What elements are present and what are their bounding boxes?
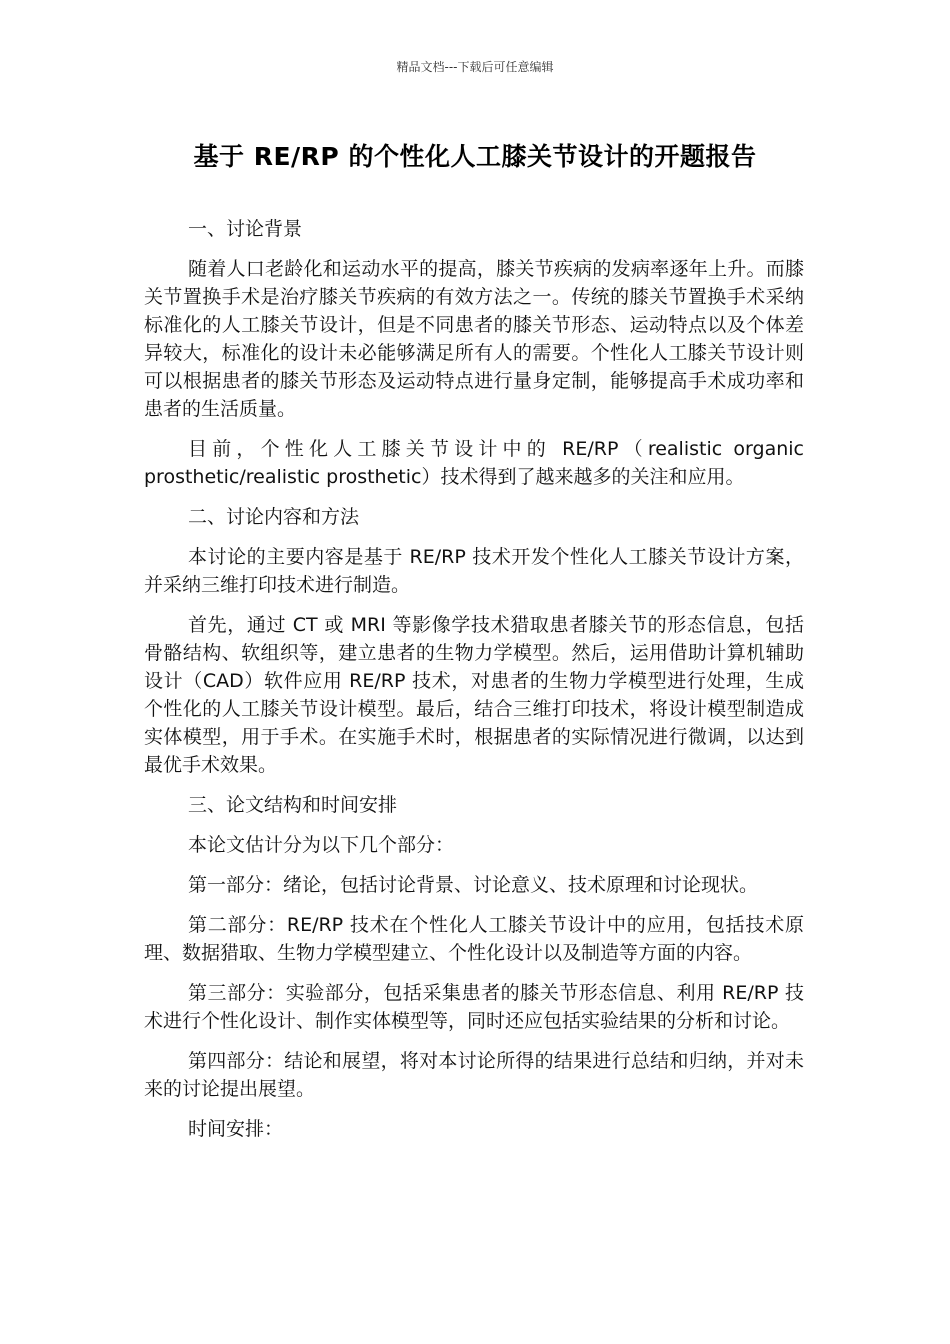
paragraph-method: 首先，通过 CT 或 MRI 等影像学技术猎取患者膝关节的形态信息，包括骨骼结构、软组织等，建立患者的生物力学模型。然后，运用借助计算机辅助设计（CAD）软件应用 RE/RP 技术，对患者的生物力学模型进行处理，生成个性化的人工膝关节设计模型。最后，结合三维打印技术，将设计模型制造成实体模型，用于手术。在实施手术时，根据患者的实际情况进行微调，以达到最优手术效果。 xyxy=(144,614,804,776)
paragraph-part-four: 第四部分：结论和展望，将对本讨论所得的结果进行总结和归纳，并对未来的讨论提出展望。 xyxy=(144,1050,804,1100)
page-header: 精品文档---下载后可任意编辑 xyxy=(396,60,554,74)
section-heading-background: 一、讨论背景 xyxy=(188,218,303,240)
section-heading-content-method: 二、讨论内容和方法 xyxy=(188,506,360,528)
paragraph-current-tech: 目前，个性化人工膝关节设计中的 RE/RP（realistic organic prosthetic/realistic prosthetic）技术得到了越来越多的关注和应用。 xyxy=(144,438,804,488)
paragraph-part-three: 第三部分：实验部分，包括采集患者的膝关节形态信息、利用 RE/RP 技术进行个性化设计、制作实体模型等，同时还应包括实验结果的分析和讨论。 xyxy=(144,982,804,1032)
paragraph-background: 随着人口老龄化和运动水平的提高，膝关节疾病的发病率逐年上升。而膝关节置换手术是治疗膝关节疾病的有效方法之一。传统的膝关节置换手术采纳标准化的人工膝关节设计，但是不同患者的膝关节形态、运动特点以及个体差异较大，标准化的设计未必能够满足所有人的需要。个性化人工膝关节设计则可以根据患者的膝关节形态及运动特点进行量身定制，能够提高手术成功率和患者的生活质量。 xyxy=(144,258,804,420)
paragraph-part-one: 第一部分：绪论，包括讨论背景、讨论意义、技术原理和讨论现状。 xyxy=(188,874,759,896)
paragraph-structure-intro: 本论文估计分为以下几个部分： xyxy=(188,834,455,856)
section-heading-structure-schedule: 三、论文结构和时间安排 xyxy=(188,794,398,816)
paragraph-schedule: 时间安排： xyxy=(188,1118,284,1140)
paragraph-part-two: 第二部分：RE/RP 技术在个性化人工膝关节设计中的应用，包括技术原理、数据猎取、生物力学模型建立、个性化设计以及制造等方面的内容。 xyxy=(144,914,804,964)
document-body xyxy=(144,215,804,1155)
paragraph-main-content: 本讨论的主要内容是基于 RE/RP 技术开发个性化人工膝关节设计方案，并采纳三维打印技术进行制造。 xyxy=(144,546,804,596)
document-title: 基于 RE/RP 的个性化人工膝关节设计的开题报告 xyxy=(193,142,757,171)
